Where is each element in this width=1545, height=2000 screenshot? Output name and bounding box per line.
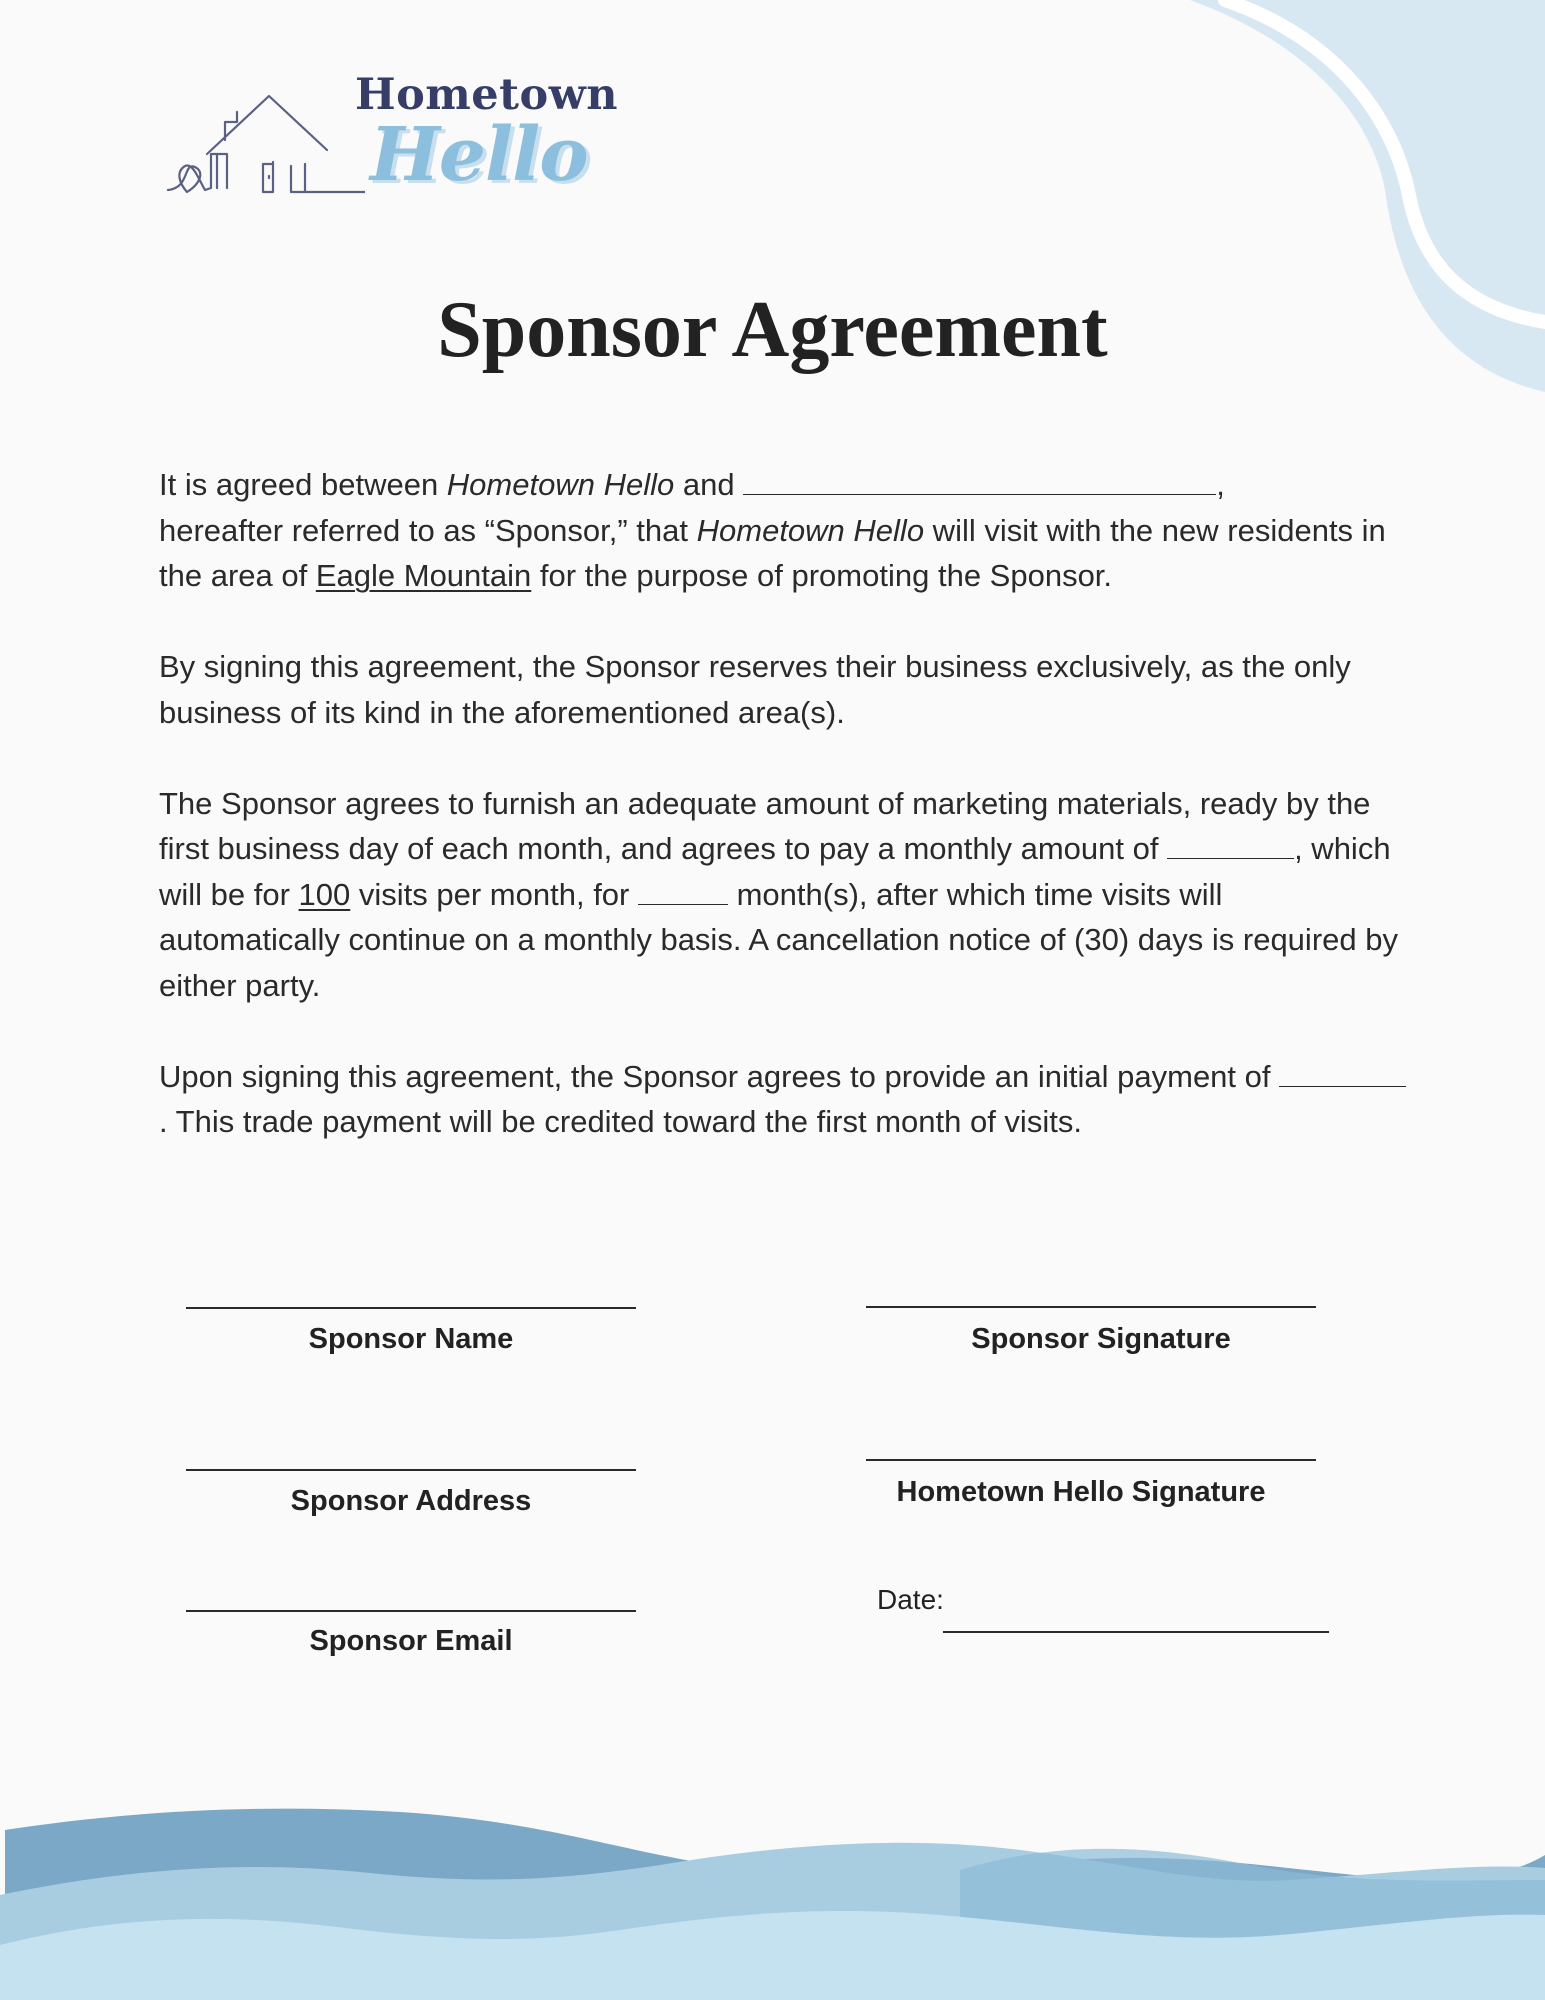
paragraph-initial-payment xyxy=(159,1054,1409,1145)
months-blank[interactable] xyxy=(638,876,728,905)
sponsor-email-line[interactable] xyxy=(186,1610,636,1612)
company-name: Hometown Hello xyxy=(446,467,675,502)
text-segment: will visit with the new residents in the area of xyxy=(159,512,1386,593)
visits-count: 100 xyxy=(298,876,351,912)
company-name: Hometown Hello xyxy=(696,512,925,548)
service-area: Eagle Mountain xyxy=(315,558,532,593)
text-segment: and xyxy=(674,467,744,502)
paragraph-payment-terms xyxy=(159,781,1409,1009)
text-segment: Upon signing this agreement, the Sponsor agrees to provide an initial payment of xyxy=(159,1058,1280,1094)
text-segment: visits per month, for xyxy=(350,876,638,912)
text-segment: month(s), after which time visits will automatically continue on a monthly basis. A cancellation notice of (30) days is required by either party. xyxy=(159,876,1398,1003)
text-segment: It is agreed between xyxy=(159,467,447,502)
text-segment: hereafter referred to as “Sponsor,” that xyxy=(159,512,697,548)
initial-payment-blank[interactable] xyxy=(1279,1058,1406,1087)
sponsor-email-label: Sponsor Email xyxy=(309,1625,513,1657)
hometown-signature-line[interactable] xyxy=(866,1459,1316,1461)
hometown-signature-label: Hometown Hello Signature xyxy=(896,1476,1266,1508)
sponsor-signature-label: Sponsor Signature xyxy=(971,1323,1231,1355)
logo-text-hometown: Hometown xyxy=(355,70,618,120)
hometown-hello-logo xyxy=(165,70,618,200)
paragraph-parties xyxy=(159,462,1409,599)
house-line-art-icon xyxy=(165,92,365,202)
text-segment: . This trade payment will be credited toward the first month of visits. xyxy=(159,1104,1082,1139)
paragraph-exclusivity: By signing this agreement, the Sponsor reserves their business exclusively, as the only business of its kind in the aforementioned area(s). xyxy=(159,649,1351,730)
sponsor-address-line[interactable] xyxy=(186,1469,636,1471)
date-line[interactable] xyxy=(943,1631,1329,1633)
text-segment: The Sponsor agrees to furnish an adequate amount of marketing materials, ready by the first business day of each month, and agrees to pay a monthly amount of xyxy=(159,785,1371,866)
sponsor-signature-line[interactable] xyxy=(866,1306,1316,1308)
sponsor-name-line[interactable] xyxy=(186,1307,636,1309)
date-label: Date: xyxy=(877,1584,944,1615)
agreement-body xyxy=(159,462,1409,1190)
text-segment: , which will be for xyxy=(159,831,1391,912)
sponsor-name-label: Sponsor Name xyxy=(308,1323,514,1355)
sponsor-name-blank[interactable] xyxy=(743,466,1216,495)
sponsor-address-label: Sponsor Address xyxy=(290,1485,532,1517)
text-segment: for the purpose of promoting the Sponsor. xyxy=(531,558,1113,593)
text-segment: , xyxy=(1216,467,1225,502)
logo-text-hello: Hello xyxy=(370,112,588,198)
page-title: Sponsor Agreement xyxy=(437,286,1108,374)
monthly-amount-blank[interactable] xyxy=(1167,830,1294,859)
